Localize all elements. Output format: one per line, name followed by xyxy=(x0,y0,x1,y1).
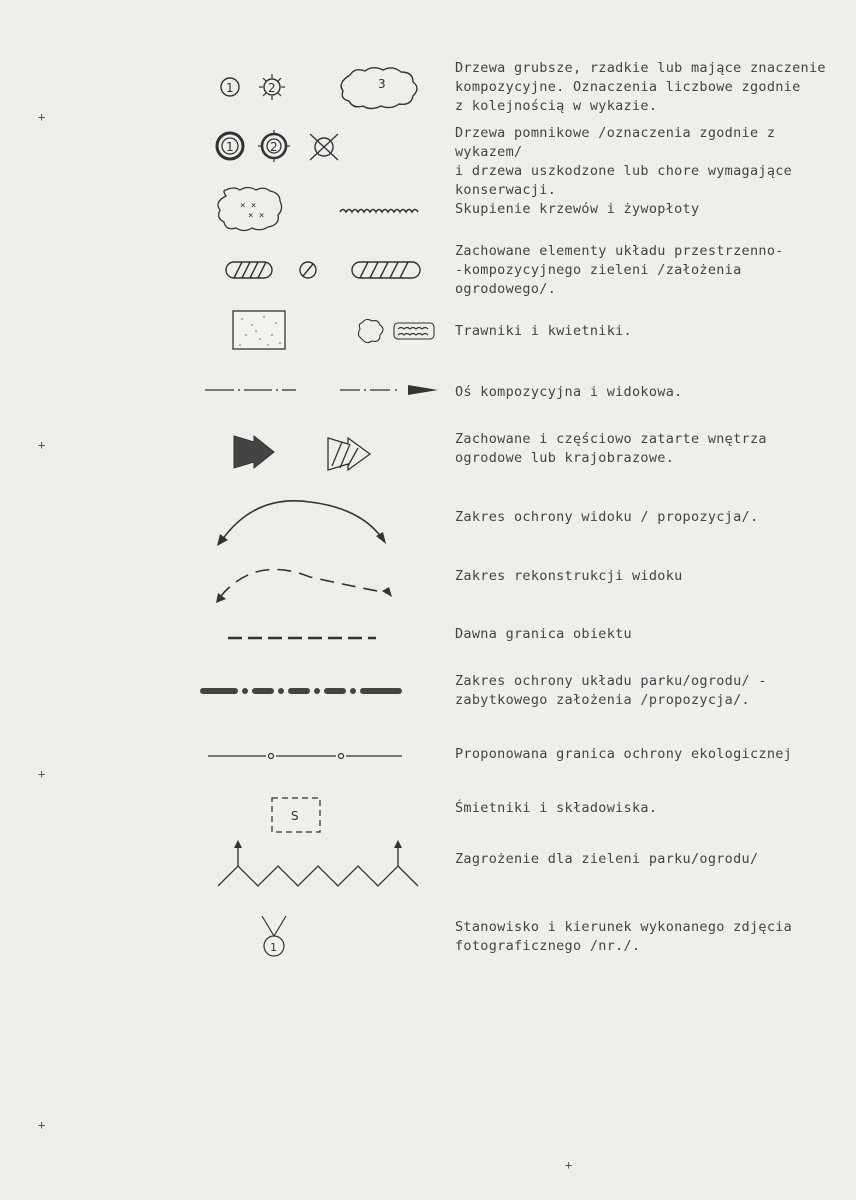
description-line: Drzewa pomnikowe /oznaczenia zgodnie z wykazem/ xyxy=(455,125,776,160)
description-line: Zachowane elementy układu przestrzenno- xyxy=(455,243,784,259)
tree-number-1: 1 xyxy=(226,81,234,95)
legend-description xyxy=(455,918,835,956)
legend-description xyxy=(455,745,835,764)
description-line: Trawniki i kwietniki. xyxy=(455,323,632,339)
monument-tree-symbols xyxy=(190,120,440,180)
legend-description xyxy=(455,59,835,116)
margin-mark: + xyxy=(38,110,46,124)
former-boundary-symbol xyxy=(190,622,440,652)
svg-text:× ×: × × xyxy=(248,211,265,221)
description-line: Drzewa grubsze, rzadkie lub mające znaczenie xyxy=(455,60,826,76)
legend-description xyxy=(455,508,835,527)
photo-station-symbol xyxy=(190,912,440,967)
description-line: Skupienie krzewów i żywopłoty xyxy=(455,201,700,217)
threat-symbol xyxy=(190,838,440,893)
legend-description xyxy=(455,567,835,586)
margin-mark: + xyxy=(565,1158,573,1172)
description-line: zabytkowego założenia /propozycja/. xyxy=(455,692,750,708)
legend-description xyxy=(455,322,835,341)
description-line: Oś kompozycyjna i widokowa. xyxy=(455,384,683,400)
description-line: -kompozycyjnego zieleni /założenia ogrodowego/. xyxy=(455,262,742,297)
lawn-symbols xyxy=(190,305,440,355)
description-line: i drzewa uszkodzone lub chore wymagające xyxy=(455,163,793,179)
svg-text:× ×: × × xyxy=(240,201,257,211)
legend-description xyxy=(455,383,835,402)
view-protection-symbol xyxy=(190,490,440,550)
legend-description xyxy=(455,200,835,219)
margin-mark: + xyxy=(38,438,46,452)
description-line: Zakres rekonstrukcji widoku xyxy=(455,568,683,584)
description-line: konserwacji. xyxy=(455,182,557,198)
legend-description xyxy=(455,672,835,710)
legend-description xyxy=(455,242,835,299)
view-reconstruction-symbol xyxy=(190,555,440,605)
eco-boundary-symbol xyxy=(190,740,440,770)
tree-number-3: 3 xyxy=(378,77,386,91)
park-protection-symbol xyxy=(190,670,440,710)
description-line: z kolejnością w wykazie. xyxy=(455,98,658,114)
margin-mark: + xyxy=(38,1118,46,1132)
description-line: Stanowisko i kierunek wykonanego zdjęcia xyxy=(455,919,793,935)
axis-symbols xyxy=(190,375,440,405)
monument-tree-number-1: 1 xyxy=(226,140,234,154)
legend-description xyxy=(455,625,835,644)
dump-symbol xyxy=(190,793,440,838)
description-line: Zagrożenie dla zieleni parku/ogrodu/ xyxy=(455,851,759,867)
description-line: Zakres ochrony widoku / propozycja/. xyxy=(455,509,759,525)
margin-mark: + xyxy=(38,767,46,781)
description-line: Zachowane i częściowo zatarte wnętrza xyxy=(455,431,767,447)
photo-station-number: 1 xyxy=(270,941,277,954)
tree-symbols xyxy=(190,55,440,115)
shrub-symbols xyxy=(190,180,440,240)
tree-number-2: 2 xyxy=(268,81,276,95)
description-line: Śmietniki i składowiska. xyxy=(455,800,658,816)
legend-description xyxy=(455,799,835,818)
preserved-element-symbols xyxy=(190,240,440,300)
description-line: Proponowana granica ochrony ekologicznej xyxy=(455,746,793,762)
legend-description xyxy=(455,850,835,869)
legend-description xyxy=(455,430,835,468)
description-line: fotograficznego /nr./. xyxy=(455,938,641,954)
legend-description xyxy=(455,124,835,200)
description-line: Dawna granica obiektu xyxy=(455,626,632,642)
description-line: Zakres ochrony układu parku/ogrodu/ - xyxy=(455,673,767,689)
description-line: kompozycyjne. Oznaczenia liczbowe zgodnie xyxy=(455,79,801,95)
dump-letter: S xyxy=(291,809,299,823)
monument-tree-number-2: 2 xyxy=(270,140,278,154)
description-line: ogrodowe lub krajobrazowe. xyxy=(455,450,675,466)
interior-symbols xyxy=(190,428,440,478)
